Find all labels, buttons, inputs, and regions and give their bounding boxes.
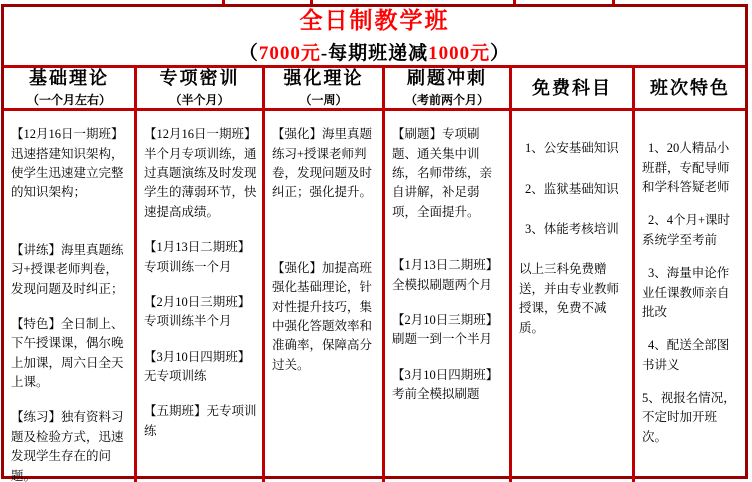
subtitle-price: 7000元: [258, 42, 321, 64]
price-subtitle: [239, 38, 510, 65]
paragraph: 【3月10日四期班】无专项训练: [144, 349, 251, 384]
column-header-row: [4, 68, 745, 112]
table-body-row: [4, 111, 745, 482]
list-item: 4、配送全部图书讲义: [642, 338, 730, 372]
list-item: 2、4个月+课时系统学至考前: [642, 213, 731, 247]
body-question-sprint: [385, 111, 512, 482]
body-special-training: [137, 111, 265, 482]
subtitle-paren-close: ）: [490, 42, 511, 64]
paragraph: 【五期班】无专项训练: [144, 404, 257, 438]
header-class-features: [635, 68, 745, 109]
subtitle-discount: 1000元: [428, 42, 491, 64]
body-intensive-theory: [265, 111, 385, 482]
class-schedule-table: [1, 4, 748, 482]
list-item: 3、海量申论作业任课教师亲自批改: [642, 266, 730, 319]
paragraph: 【2月10日三期班】专项训练半个月: [144, 294, 251, 329]
body-class-features: [635, 111, 745, 482]
column-duration: （考前两个月）: [404, 93, 489, 108]
paragraph: 【刷题】专项刷题、通关集中训练，名师带练，亲自讲解，补足弱项，全面提升。: [392, 127, 493, 219]
list-item: 1、公安基础知识: [525, 141, 619, 156]
list-item: 2、监狱基础知识: [525, 181, 619, 196]
paragraph: 【2月10日三期班】刷题一到一个半月: [392, 312, 499, 347]
paragraph: 【12月16日一期班】半个月专项训练，通过真题演练及时发现学生的薄弱环节，快速提高成绩。: [144, 127, 257, 219]
paragraph: 【1月13日二期班】专项训练一个月: [144, 240, 251, 274]
paragraph: 【练习】独有资料习题及检验方式，迅速发现学生存在的问题。: [11, 410, 124, 482]
column-title: 免费科目: [532, 77, 612, 98]
header-intensive-theory: [265, 68, 385, 109]
column-title: 基础理论: [29, 67, 109, 88]
column-duration: （半个月）: [169, 93, 230, 108]
header-question-sprint: [385, 68, 512, 109]
body-basic-theory: [4, 111, 137, 482]
header-free-subjects: [512, 68, 635, 109]
list-item: 3、体能考核培训: [525, 222, 619, 237]
subtitle-middle: -每期班递减: [320, 42, 429, 64]
header-basic-theory: [4, 68, 137, 109]
body-free-subjects: [512, 111, 635, 482]
paragraph: 以上三科免费赠送，并由专业教师授课，免费不减质。: [519, 262, 620, 335]
column-title: 专项密训: [159, 67, 240, 88]
paragraph: 【强化】加提高班强化基础理论，针对性提升技巧，集中强化答题效率和准确率，保障高分过关。: [272, 260, 373, 372]
column-duration: （一个月左右）: [26, 93, 111, 108]
paragraph: 【讲练】海里真题练习+授课老师判卷，发现问题及时纠正；: [11, 242, 124, 296]
paragraph: 【12月16日一期班】迅速搭建知识架构，使学生迅速建立完整的知识架构；: [11, 127, 124, 200]
page-title: 全日制教学班: [299, 8, 450, 33]
paragraph: 【特色】全日制上、下午授课课，偶尔晚上加课，周六日全天上课。: [11, 316, 124, 390]
paragraph: 【1月13日二期班】全模拟刷题两个月: [392, 258, 499, 292]
column-duration: （一周）: [299, 93, 348, 108]
paragraph: 【3月10日四期班】考前全模拟刷题: [392, 367, 499, 402]
paragraph: 【强化】海里真题练习+授课老师判卷，发现问题及时纠正；强化提升。: [272, 127, 373, 200]
subtitle-paren-open: （: [238, 42, 259, 64]
header-special-training: [137, 68, 265, 109]
list-item: 1、20人精品小班群，专配导师和学科答疑老师: [642, 141, 730, 195]
column-title: 刷题冲刺: [407, 67, 487, 88]
column-title: 强化理论: [283, 67, 364, 88]
table-title-row: [4, 7, 745, 68]
list-item: 5、视报名情况，不定时加开班次。: [642, 391, 736, 444]
column-title: 班次特色: [650, 77, 730, 98]
